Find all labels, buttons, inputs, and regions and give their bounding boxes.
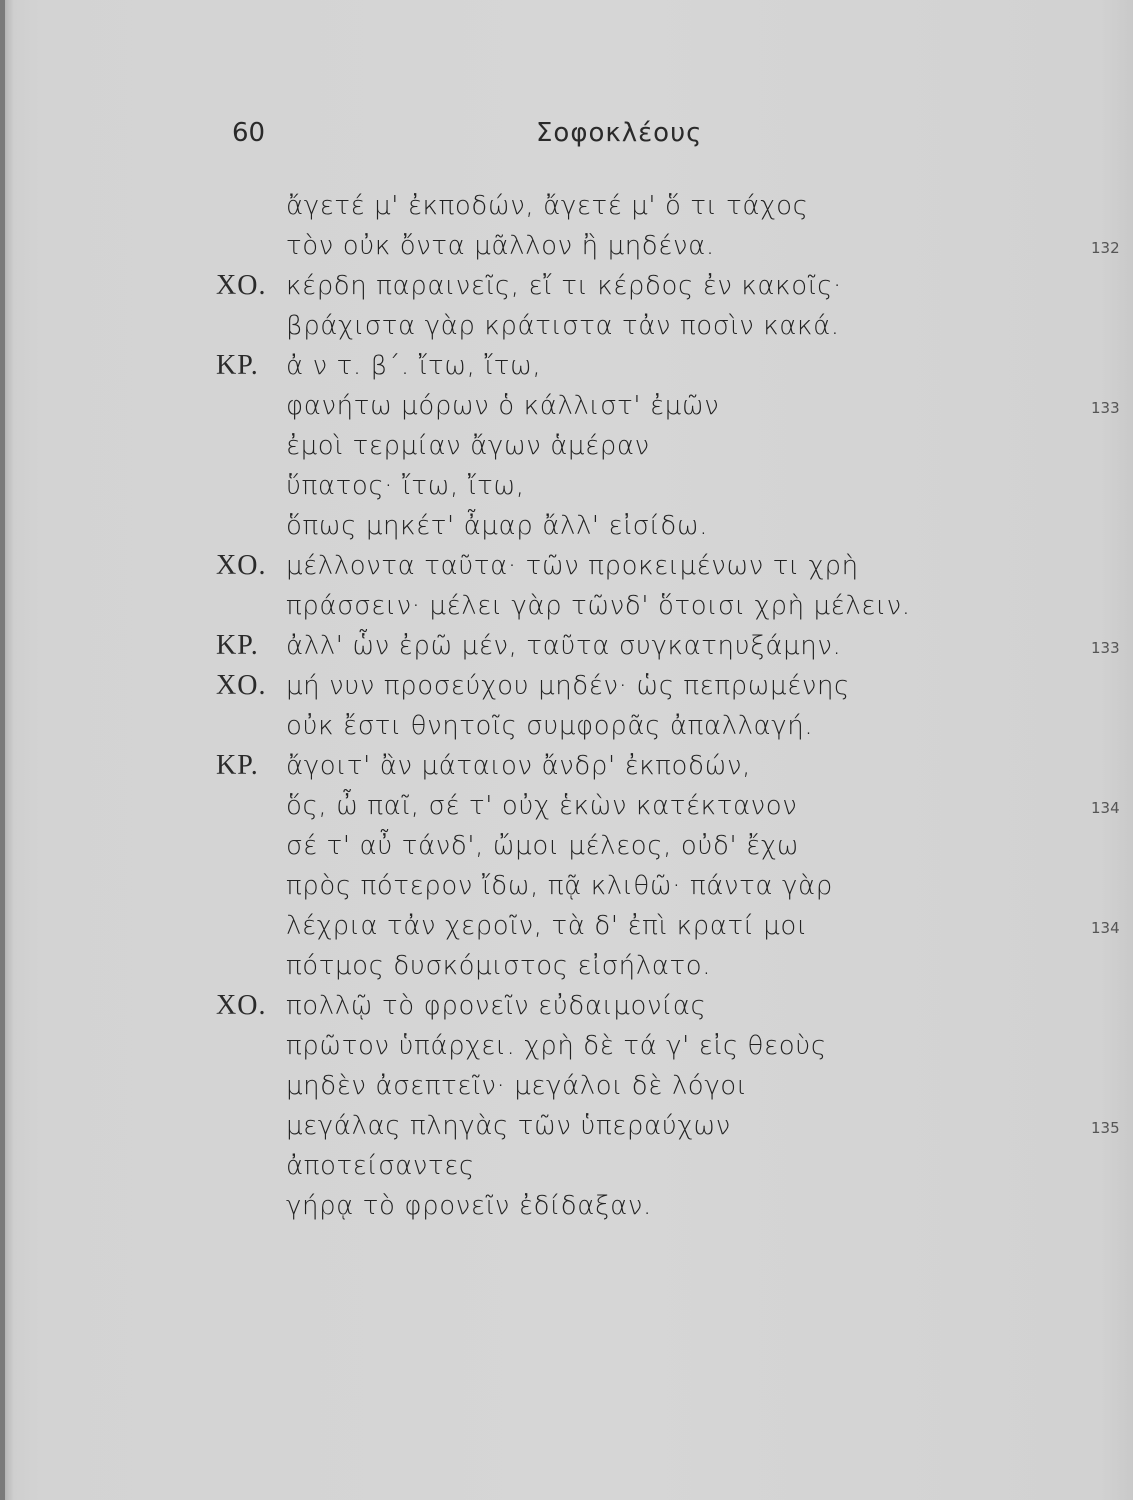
running-head: Σοφοκλέους — [536, 118, 703, 148]
speaker-label: ΚΡ. — [216, 750, 259, 781]
verse-line — [0, 666, 1133, 706]
verse-line — [0, 786, 1133, 826]
speaker-label: ΧΟ. — [216, 550, 267, 581]
verse-text: ὅς, ὦ παῖ, σέ τ' οὐχ ἑκὼν κατέκτανον — [286, 791, 798, 821]
verse-line — [0, 1146, 1133, 1186]
verse-text: βράχιστα γὰρ κράτιστα τἀν ποσὶν κακά. — [286, 311, 840, 341]
verse-line — [0, 866, 1133, 906]
verse-line — [0, 266, 1133, 306]
verse-line — [0, 546, 1133, 586]
speaker-label: ΚΡ. — [216, 630, 259, 661]
verse-text: ἀλλ' ὧν ἐρῶ μέν, ταῦτα συγκατηυξάμην. — [286, 631, 842, 661]
verse-line — [0, 706, 1133, 746]
verse-text: κέρδη παραινεῖς, εἴ τι κέρδος ἐν κακοῖς· — [286, 271, 842, 301]
verse-text: πολλῷ τὸ φρονεῖν εὐδαιμονίας — [286, 991, 707, 1021]
verse-line — [0, 626, 1133, 666]
verse-line — [0, 1026, 1133, 1066]
line-number: 132 — [1091, 239, 1120, 257]
verse-text: γήρᾳ τὸ φρονεῖν ἐδίδαξαν. — [286, 1191, 652, 1221]
verse-line — [0, 466, 1133, 506]
verse-line — [0, 386, 1133, 426]
verse-text: ἄγετέ μ' ἐκποδών, ἄγετέ μ' ὅ τι τάχος — [286, 191, 809, 221]
line-number: 134 — [1091, 799, 1120, 817]
speaker-label: ΧΟ. — [216, 270, 267, 301]
verse-text: οὐκ ἔστι θνητοῖς συμφορᾶς ἀπαλλαγή. — [286, 711, 814, 741]
verse-text: μηδὲν ἀσεπτεῖν· μεγάλοι δὲ λόγοι — [286, 1071, 748, 1101]
verse-text: ἄγοιτ' ἂν μάταιον ἄνδρ' ἐκποδών, — [286, 751, 751, 781]
verse-line — [0, 826, 1133, 866]
verse-text: πρῶτον ὑπάρχει. χρὴ δὲ τά γ' εἰς θεοὺς — [286, 1031, 827, 1061]
verse-line — [0, 586, 1133, 626]
verse-line — [0, 1186, 1133, 1226]
speaker-label: ΚΡ. — [216, 350, 259, 381]
verse-text: μή νυν προσεύχου μηδέν· ὡς πεπρωμένης — [286, 671, 850, 701]
verse-text: ὅπως μηκέτ' ἆμαρ ἄλλ' εἰσίδω. — [286, 511, 709, 541]
verse-line — [0, 906, 1133, 946]
verse-line — [0, 506, 1133, 546]
verse-line — [0, 426, 1133, 466]
verse-text: λέχρια τἀν χεροῖν, τὰ δ' ἐπὶ κρατί μοι — [286, 911, 808, 941]
verse-text: μεγάλας πληγὰς τῶν ὑπεραύχων — [286, 1111, 731, 1141]
verse-text: πράσσειν· μέλει γὰρ τῶνδ' ὅτοισι χρὴ μέλειν. — [286, 591, 911, 621]
page-number: 60 — [232, 118, 266, 148]
line-number: 133 — [1091, 639, 1120, 657]
verse-text: φανήτω μόρων ὁ κάλλιστ' ἐμῶν — [286, 391, 720, 421]
verse-line — [0, 186, 1133, 226]
verse-line — [0, 306, 1133, 346]
verse-line — [0, 946, 1133, 986]
verse-text: ἀ ν τ. β΄. ἴτω, ἴτω, — [286, 351, 542, 381]
verse-text: ἐμοὶ τερμίαν ἄγων ἁμέραν — [286, 431, 650, 461]
line-number: 134 — [1091, 919, 1120, 937]
speaker-label: ΧΟ. — [216, 990, 267, 1021]
verse-line — [0, 986, 1133, 1026]
verse-line — [0, 1106, 1133, 1146]
verse-line — [0, 226, 1133, 266]
verse-text: πότμος δυσκόμιστος εἰσήλατο. — [286, 951, 712, 981]
line-number: 135 — [1091, 1119, 1120, 1137]
verse-text: ὕπατος· ἴτω, ἴτω, — [286, 471, 525, 501]
line-number: 133 — [1091, 399, 1120, 417]
verse-text: τὸν οὐκ ὄντα μᾶλλον ἢ μηδένα. — [286, 231, 715, 261]
verse-line — [0, 1066, 1133, 1106]
verse-text: πρὸς πότερον ἴδω, πᾷ κλιθῶ· πάντα γὰρ — [286, 871, 833, 901]
verse-text: σέ τ' αὖ τάνδ', ὤμοι μέλεος, οὐδ' ἔχω — [286, 831, 800, 861]
verse-line — [0, 346, 1133, 386]
speaker-label: ΧΟ. — [216, 670, 267, 701]
verse-text: ἀποτείσαντες — [286, 1151, 475, 1181]
verse-text: μέλλοντα ταῦτα· τῶν προκειμένων τι χρὴ — [286, 551, 859, 581]
verse-line — [0, 746, 1133, 786]
